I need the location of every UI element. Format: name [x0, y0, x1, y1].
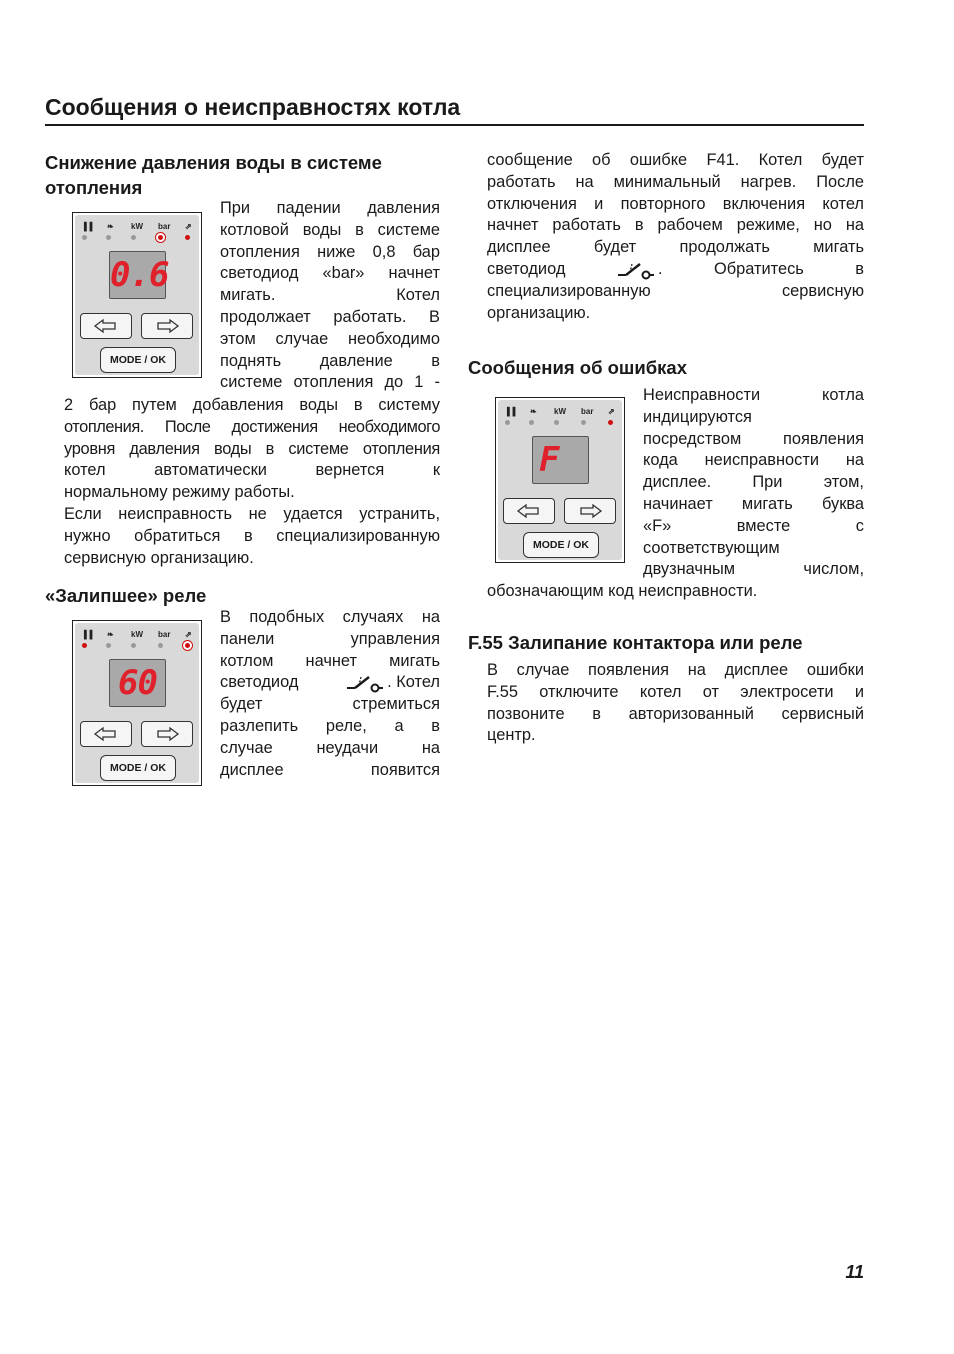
- bar-label: bar: [158, 630, 171, 639]
- text-line: При падении давления: [220, 199, 440, 217]
- right-arrow-button[interactable]: [564, 498, 616, 524]
- text-line: сообщение об ошибке F41. Котел будет: [487, 151, 864, 169]
- led-relay-blinking: [185, 643, 190, 648]
- text-line-with-icon: [220, 672, 440, 694]
- led-relay: [608, 420, 613, 425]
- tap-icon: ❧: [530, 407, 537, 416]
- bar-label: bar: [158, 222, 171, 231]
- text-line: Неисправности котла: [643, 386, 864, 404]
- text-line: двузначным числом,: [643, 560, 864, 579]
- arrow-right-icon: [142, 314, 192, 338]
- text-line: поднять давление в: [220, 351, 440, 370]
- arrow-right-icon: [142, 722, 192, 746]
- panel-icon-row: [81, 221, 193, 233]
- arrow-left-icon: [504, 499, 554, 523]
- led-bar-blinking: [158, 235, 163, 240]
- led-dhw: [529, 420, 534, 425]
- text-fragment: . Котел: [387, 673, 440, 692]
- control-panel-errors: [495, 397, 625, 563]
- panel-face: [75, 623, 199, 783]
- led-kw: [131, 643, 136, 648]
- led-heating: [82, 235, 87, 240]
- mode-ok-button[interactable]: MODE / OK: [100, 347, 176, 373]
- text-line: котел автоматически вернется к: [64, 461, 440, 480]
- icon-and-text: [614, 259, 864, 281]
- section-heading-pressure: [45, 150, 445, 200]
- errors-text-wide: обозначающим код неисправности.: [487, 582, 758, 600]
- text-line: этом случае необходимо: [220, 329, 440, 348]
- right-arrow-button[interactable]: [141, 313, 193, 339]
- lcd-digits: 60: [118, 663, 157, 703]
- radiator-icon: ▐▐: [504, 407, 516, 416]
- text-line: В случае появления на дисплее ошибки: [487, 661, 864, 679]
- pressure-text-wide: [64, 395, 440, 569]
- text-fragment: . Обратитесь в: [658, 259, 864, 278]
- page-title: Сообщения о неисправностях котла: [45, 90, 864, 126]
- text-line: центр.: [487, 726, 536, 745]
- text-line: отключения и повторного включения котел: [487, 194, 864, 213]
- text-line: системе отопления до 1 -: [220, 373, 440, 392]
- text-line: организацию.: [487, 303, 591, 322]
- mode-ok-button[interactable]: MODE / OK: [100, 755, 176, 781]
- text-fragment: светодиод: [487, 259, 566, 278]
- right-arrow-button[interactable]: [141, 721, 193, 747]
- arrow-right-icon: [565, 499, 615, 523]
- lcd-digits: 0.6: [110, 255, 169, 295]
- text-line: панели управления: [220, 629, 440, 648]
- panel-face: [75, 215, 199, 375]
- lcd-display: [109, 659, 166, 707]
- relay-icon: ⇗: [185, 630, 192, 639]
- text-line: мигать. Котел: [220, 286, 440, 305]
- led-heating: [82, 643, 87, 648]
- text-line: продолжает работать. В: [220, 307, 440, 326]
- text-line: работать на минимальный нагрев. После: [487, 172, 864, 191]
- f55-text: [487, 660, 864, 747]
- text-line: уровня давления воды в системе отопления: [64, 439, 440, 458]
- panel-icon-row: [504, 406, 616, 418]
- text-fragment: светодиод: [220, 673, 299, 692]
- text-line: посредством появления: [643, 429, 864, 448]
- text-line: котловой воды в системе: [220, 220, 440, 239]
- text-line: светодиод «bar» начнет: [220, 264, 440, 283]
- text-line: «F» вместе с: [643, 516, 864, 535]
- text-line: котлом начнет мигать: [220, 651, 440, 670]
- led-kw: [554, 420, 559, 425]
- kw-label: kW: [554, 407, 566, 416]
- text-line-with-icon: [487, 259, 864, 281]
- heading-line: Снижение давления воды в системе: [45, 152, 382, 173]
- led-kw: [131, 235, 136, 240]
- mode-ok-button[interactable]: MODE / OK: [523, 532, 599, 558]
- section-heading-f55: F.55 Залипание контактора или реле: [468, 632, 803, 653]
- section-heading-errors: Сообщения об ошибках: [468, 357, 687, 378]
- text-line: отопления ниже 0,8 бар: [220, 242, 440, 261]
- lcd-display: [532, 436, 589, 484]
- relay-text-continued: [487, 150, 864, 324]
- text-line: В подобных случаях на: [220, 608, 440, 626]
- text-line: дисплее появится: [220, 760, 440, 779]
- text-line: разлепить реле, а в: [220, 716, 440, 735]
- errors-text-narrow: [643, 385, 864, 581]
- led-bar: [581, 420, 586, 425]
- text-line: соответствующим: [643, 538, 780, 557]
- icon-and-text: [343, 672, 440, 694]
- text-line: дисплее. При этом,: [643, 473, 864, 492]
- relay-icon: ⇗: [185, 222, 192, 231]
- left-arrow-button[interactable]: [80, 313, 132, 339]
- text-line: позвоните в авторизованный сервисный: [487, 704, 864, 723]
- panel-icon-row: [81, 629, 193, 641]
- text-line: нужно обратиться в специализированную: [64, 526, 440, 545]
- relay-contact-icon: [616, 260, 656, 280]
- text-line: случае неудачи на: [220, 738, 440, 757]
- pressure-text-narrow: [220, 198, 440, 394]
- text-line: 2 бар путем добавления воды в систему: [64, 396, 440, 414]
- tap-icon: ❧: [107, 222, 114, 231]
- text-line: F.55 отключите котел от электросети и: [487, 682, 864, 701]
- text-line: Если неисправность не удается устранить,: [64, 504, 440, 523]
- text-line: сервисную организацию.: [64, 548, 254, 567]
- arrow-left-icon: [81, 722, 131, 746]
- section-heading-relay: «Залипшее» реле: [45, 585, 207, 606]
- lcd-digits: F: [539, 440, 559, 480]
- bar-label: bar: [581, 407, 594, 416]
- text-line: индицируются: [643, 407, 752, 426]
- led-dhw: [106, 235, 111, 240]
- page-number: 11: [845, 1262, 864, 1282]
- led-heating: [505, 420, 510, 425]
- panel-face: [498, 400, 622, 560]
- relay-icon: ⇗: [608, 407, 615, 416]
- text-line: нормальному режиму работы.: [64, 483, 295, 502]
- text-line: будет стремиться: [220, 695, 440, 714]
- arrow-left-icon: [81, 314, 131, 338]
- left-arrow-button[interactable]: [503, 498, 555, 524]
- radiator-icon: ▐▐: [81, 630, 93, 639]
- kw-label: kW: [131, 630, 143, 639]
- text-line: начинает мигать буква: [643, 494, 864, 513]
- heading-line: отопления: [45, 177, 143, 198]
- relay-contact-icon: [345, 673, 385, 693]
- text-line: начнет работать в рабочем режиме, но на: [487, 216, 864, 235]
- control-panel-relay: [72, 620, 202, 786]
- text-line: кода неисправности на: [643, 451, 864, 470]
- led-relay: [185, 235, 190, 240]
- kw-label: kW: [131, 222, 143, 231]
- tap-icon: ❧: [107, 630, 114, 639]
- radiator-icon: ▐▐: [81, 222, 93, 231]
- lcd-display: [109, 251, 169, 299]
- text-line: специализированную сервисную: [487, 281, 864, 300]
- relay-text: [220, 607, 440, 781]
- control-panel-pressure: [72, 212, 202, 378]
- led-dhw: [106, 643, 111, 648]
- led-bar: [158, 643, 163, 648]
- text-line: отопления. После достижения необходимого: [64, 417, 440, 436]
- text-line: дисплее будет продолжать мигать: [487, 238, 864, 257]
- left-arrow-button[interactable]: [80, 721, 132, 747]
